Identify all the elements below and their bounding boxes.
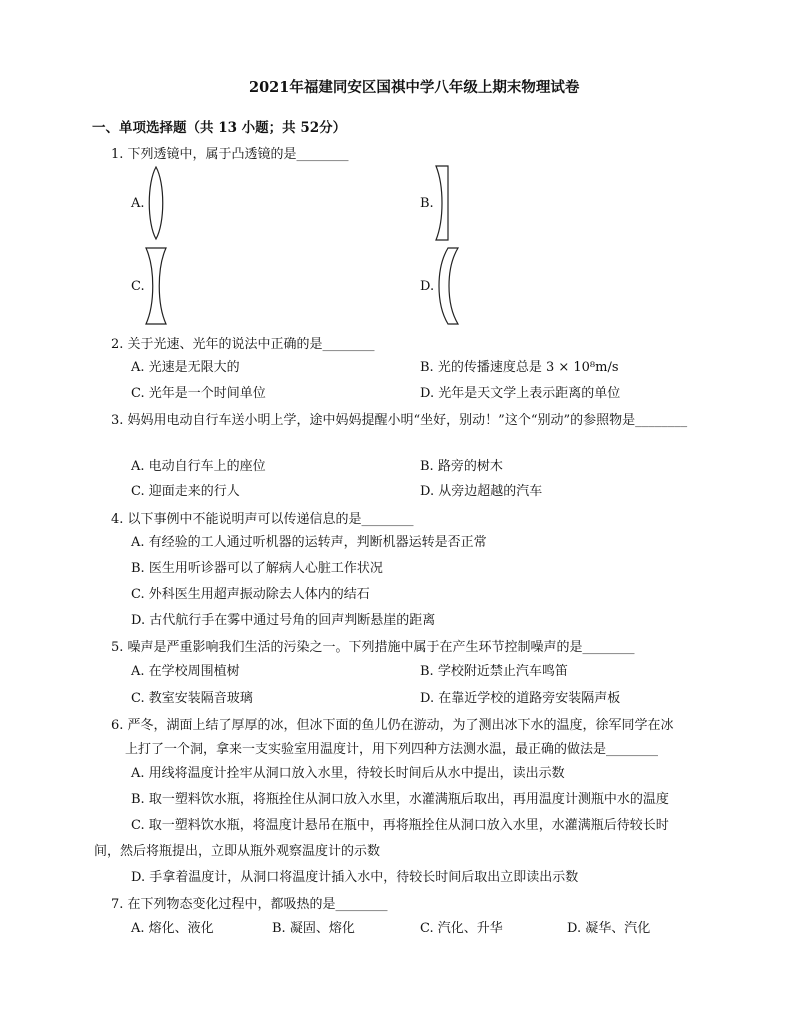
question-4-stem: 4. 以下事例中不能说明声可以传递信息的是________ (111, 512, 414, 527)
q1-option-a-label: A. (131, 196, 145, 211)
question-7-stem: 7. 在下列物态变化过程中，都吸热的是________ (111, 897, 388, 912)
q3-option-a: A. 电动自行车上的座位 (131, 459, 266, 474)
q5-option-b: B. 学校附近禁止汽车鸣笛 (420, 664, 568, 679)
q1-option-d-label: D. (420, 279, 435, 294)
question-1-stem: 1. 下列透镜中，属于凸透镜的是________ (111, 147, 349, 162)
q7-option-d: D. 凝华、汽化 (567, 921, 651, 936)
biconcave-lens-icon (143, 246, 169, 326)
question-6-stem-line-2: 上打了一个洞，拿来一支实验室用温度计，用下列四种方法测水温，最正确的做法是________ (125, 742, 659, 757)
q5-option-c: C. 教室安装隔音玻璃 (131, 691, 253, 706)
concave-meniscus-lens-icon (436, 246, 460, 326)
q6-option-a: A. 用线将温度计拴牢从洞口放入水里，待较长时间后从水中提出，读出示数 (131, 766, 565, 781)
q4-option-c: C. 外科医生用超声振动除去人体内的结石 (131, 587, 370, 602)
plano-concave-lens-icon (432, 164, 452, 242)
q7-option-a: A. 熔化、液化 (131, 921, 214, 936)
q7-option-b: B. 凝固、熔化 (272, 921, 355, 936)
page-title: 2021年福建同安区国祺中学八年级上期末物理试卷 (249, 79, 580, 96)
q4-option-b: B. 医生用听诊器可以了解病人心脏工作状况 (131, 561, 383, 576)
q3-option-d: D. 从旁边超越的汽车 (420, 484, 543, 499)
q4-option-d: D. 古代航行手在雾中通过号角的回声判断悬崖的距离 (131, 613, 436, 628)
q6-option-d: D. 手拿着温度计，从洞口将温度计插入水中，待较长时间后取出立即读出示数 (131, 870, 579, 885)
biconvex-lens-icon (144, 165, 168, 241)
q1-option-b-label: B. (420, 196, 434, 211)
q7-option-c: C. 汽化、升华 (420, 921, 503, 936)
q3-option-c: C. 迎面走来的行人 (131, 484, 240, 499)
q5-option-d: D. 在靠近学校的道路旁安装隔声板 (420, 691, 621, 706)
question-2-stem: 2. 关于光速、光年的说法中正确的是________ (111, 337, 375, 352)
q2-option-c: C. 光年是一个时间单位 (131, 386, 266, 401)
q4-option-a: A. 有经验的工人通过听机器的运转声，判断机器运转是否正常 (131, 535, 487, 550)
q6-option-b: B. 取一塑料饮水瓶，将瓶拴住从洞口放入水里，水灌满瓶后取出，再用温度计测瓶中水的温度 (131, 792, 669, 807)
q2-option-b: B. 光的传播速度总是 3 × 10⁸m/s (420, 360, 619, 375)
q6-option-c-line-2: 间，然后将瓶提出，立即从瓶外观察温度计的示数 (94, 844, 381, 859)
q1-option-c-label: C. (131, 279, 145, 294)
q5-option-a: A. 在学校周围植树 (131, 664, 240, 679)
q2-option-d: D. 光年是天文学上表示距离的单位 (420, 386, 621, 401)
question-3-stem: 3. 妈妈用电动自行车送小明上学，途中妈妈提醒小明“坐好，别动！”这个“别动”的参照物是________ (111, 413, 688, 428)
q3-option-b: B. 路旁的树木 (420, 459, 503, 474)
q2-option-a: A. 光速是无限大的 (131, 360, 240, 375)
question-5-stem: 5. 噪声是严重影响我们生活的污染之一。下列措施中属于在产生环节控制噪声的是________ (111, 640, 635, 655)
question-6-stem-line-1: 6. 严冬，湖面上结了厚厚的冰，但冰下面的鱼儿仍在游动，为了测出冰下水的温度，徐军同学在冰 (111, 718, 674, 733)
q6-option-c-line-1: C. 取一塑料饮水瓶，将温度计悬吊在瓶中，再将瓶拴住从洞口放入水里，水灌满瓶后待较长时 (131, 818, 669, 833)
section-heading: 一、单项选择题（共 13 小题；共 52分） (92, 120, 347, 136)
